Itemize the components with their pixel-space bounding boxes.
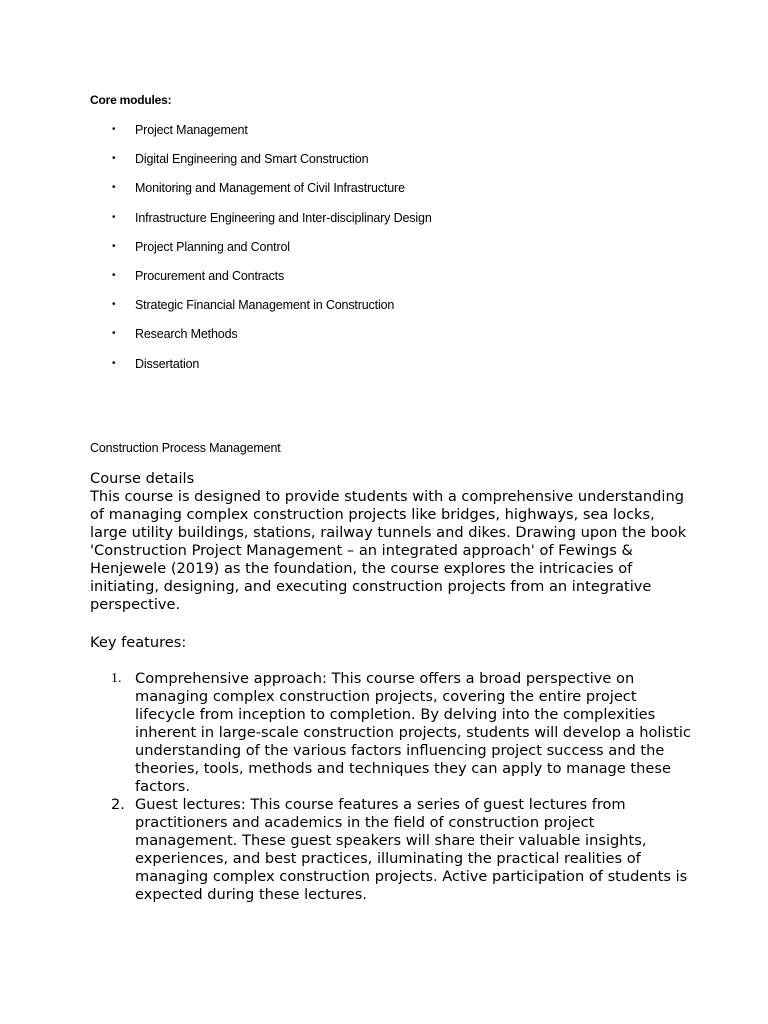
bullet-icon: • [112,357,116,369]
course-details-heading: Course details [90,470,195,487]
feature-text: Comprehensive approach: This course offers a broad perspective on managing complex construction projects, covering the entire project lifecycle from inception to completion. By delving into the complexities inherent in large-scale construction projects, students will develop a holistic understanding of the various factors influencing project success and the theories, tools, methods and techniques they can apply to manage these factors. [135,670,691,795]
module-name: Monitoring and Management of Civil Infrastructure [135,181,405,196]
list-item [0,796,700,904]
bullet-icon: • [112,240,116,252]
bullet-icon: • [112,124,116,135]
bullet-icon: • [112,269,116,281]
module-name: Research Methods [135,327,238,342]
course-description: This course is designed to provide students with a comprehensive understanding of managing complex construction projects like bridges, highways, sea locks, large utility buildings, stations, railway tunnels and dikes. Drawing upon the book 'Construction Project Management – an integrated approach' of Fewings & Henjewele (2019) as the foundation, the course explores the intricacies of initiating, designing, and executing construction projects from an integrative perspective. [90,488,687,613]
list-number: 2. [111,796,125,813]
feature-text: Guest lectures: This course features a series of guest lectures from practitioners and academics in the field of construction project management. These guest speakers will share their valuable insights, experiences, and best practices, illuminating the practical realities of managing complex construction projects. Active participation of students is expected during these lectures. [135,796,688,903]
bullet-icon: • [112,299,116,311]
module-name: Digital Engineering and Smart Construction [135,152,369,167]
bullet-icon: • [112,328,116,340]
key-features-list [0,670,700,904]
course-title: Construction Process Management [90,441,281,455]
bullet-icon: • [112,182,116,194]
list-number: 1. [111,671,122,686]
module-name: Infrastructure Engineering and Inter-disciplinary Design [135,210,432,225]
module-name: Project Management [135,123,248,137]
bullet-icon: • [112,153,116,165]
bullet-icon: • [112,211,116,223]
course-details [90,470,690,614]
key-features-heading: Key features: [90,634,187,651]
core-modules-heading: Core modules: [90,93,172,107]
module-name: Procurement and Contracts [135,268,285,283]
module-name: Project Planning and Control [135,239,290,254]
list-item [0,670,700,796]
module-name: Dissertation [135,356,200,371]
module-name: Strategic Financial Management in Construction [135,298,395,313]
